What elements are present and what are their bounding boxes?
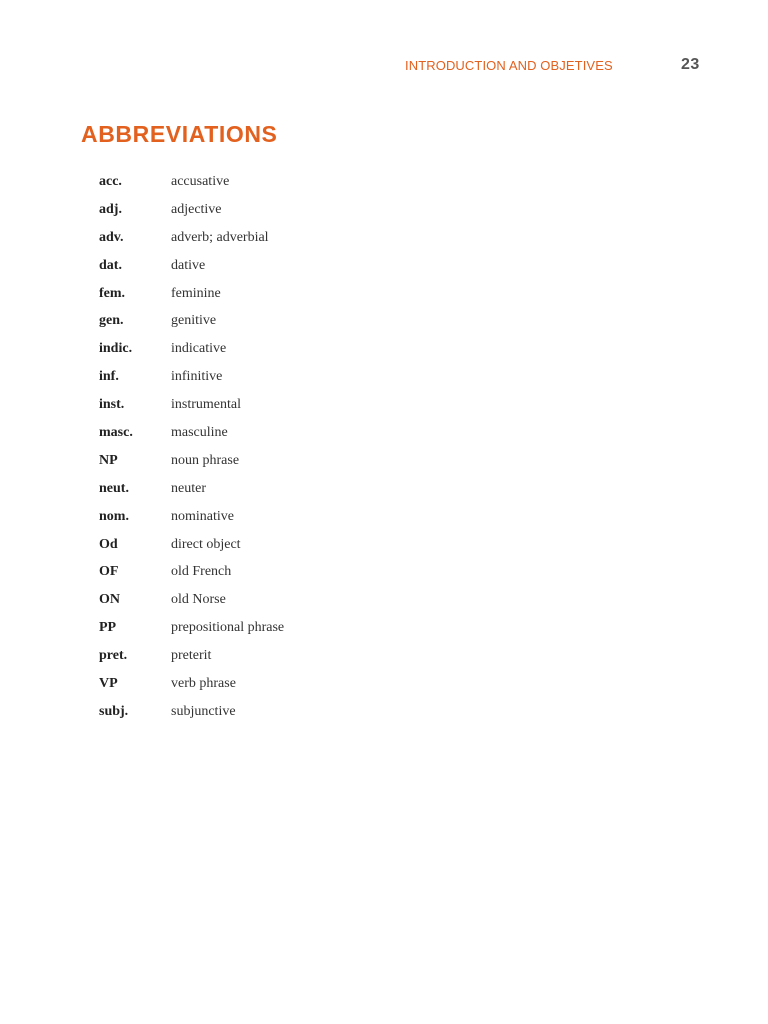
- abbreviation-definition: adverb; adverbial: [171, 229, 269, 245]
- abbreviation-definition: old Norse: [171, 592, 226, 608]
- abbreviation-term: nom.: [99, 508, 129, 524]
- abbreviation-term: neut.: [99, 480, 129, 496]
- abbreviation-term: gen.: [99, 313, 124, 329]
- abbreviation-definition: feminine: [171, 285, 221, 301]
- abbreviation-definition: infinitive: [171, 369, 223, 385]
- abbreviation-row: [99, 558, 399, 586]
- abbreviation-row: [99, 391, 399, 419]
- abbreviation-definition: accusative: [171, 173, 230, 189]
- abbreviation-term: NP: [99, 452, 118, 468]
- abbreviation-term: PP: [99, 620, 117, 636]
- abbreviation-definition: direct object: [171, 536, 241, 552]
- abbreviation-row: [99, 363, 399, 391]
- abbreviation-definition: preterit: [171, 648, 212, 664]
- abbreviation-definition: indicative: [171, 341, 227, 357]
- abbreviation-term: acc.: [99, 173, 122, 189]
- abbreviation-row: [99, 196, 399, 224]
- abbreviation-row: [99, 419, 399, 447]
- abbreviation-term: inst.: [99, 397, 125, 413]
- abbreviation-row: [99, 252, 399, 280]
- abbreviation-row: [99, 280, 399, 308]
- abbreviation-row: [99, 168, 399, 196]
- abbreviation-row: [99, 475, 399, 503]
- abbreviation-term: fem.: [99, 285, 126, 301]
- abbreviation-row: [99, 307, 399, 335]
- abbreviation-definition: old French: [171, 564, 232, 580]
- abbreviation-term: OF: [99, 564, 119, 580]
- abbreviation-row: [99, 586, 399, 614]
- abbreviation-term: pret.: [99, 648, 128, 664]
- page-number: 23: [681, 56, 700, 73]
- abbreviation-list: [99, 168, 399, 726]
- abbreviation-term: adj.: [99, 201, 122, 217]
- abbreviation-term: Od: [99, 536, 118, 552]
- abbreviation-term: subj.: [99, 703, 129, 719]
- abbreviation-definition: verb phrase: [171, 675, 236, 691]
- abbreviation-definition: dative: [171, 257, 206, 273]
- abbreviation-definition: genitive: [171, 313, 217, 329]
- abbreviation-row: [99, 614, 399, 642]
- abbreviation-row: [99, 447, 399, 475]
- abbreviation-term: dat.: [99, 257, 122, 273]
- abbreviation-row: [99, 670, 399, 698]
- abbreviation-row: [99, 503, 399, 531]
- abbreviation-term: adv.: [99, 229, 124, 245]
- abbreviation-definition: neuter: [171, 480, 206, 496]
- abbreviation-definition: noun phrase: [171, 452, 240, 468]
- abbreviation-term: masc.: [99, 424, 133, 440]
- abbreviation-row: [99, 698, 399, 726]
- abbreviation-row: [99, 224, 399, 252]
- running-head: INTRODUCTION AND OBJETIVES: [405, 58, 613, 73]
- abbreviation-definition: masculine: [171, 424, 228, 440]
- abbreviation-row: [99, 335, 399, 363]
- abbreviation-term: inf.: [99, 369, 119, 385]
- abbreviation-definition: adjective: [171, 201, 222, 217]
- abbreviation-definition: nominative: [171, 508, 234, 524]
- abbreviation-term: ON: [99, 592, 120, 608]
- section-title: ABBREVIATIONS: [81, 121, 278, 147]
- abbreviation-row: [99, 531, 399, 559]
- abbreviation-term: indic.: [99, 341, 133, 357]
- abbreviation-row: [99, 642, 399, 670]
- abbreviation-definition: subjunctive: [171, 703, 236, 719]
- abbreviation-definition: instrumental: [171, 397, 241, 413]
- abbreviation-definition: prepositional phrase: [171, 620, 285, 636]
- abbreviation-term: VP: [99, 675, 118, 691]
